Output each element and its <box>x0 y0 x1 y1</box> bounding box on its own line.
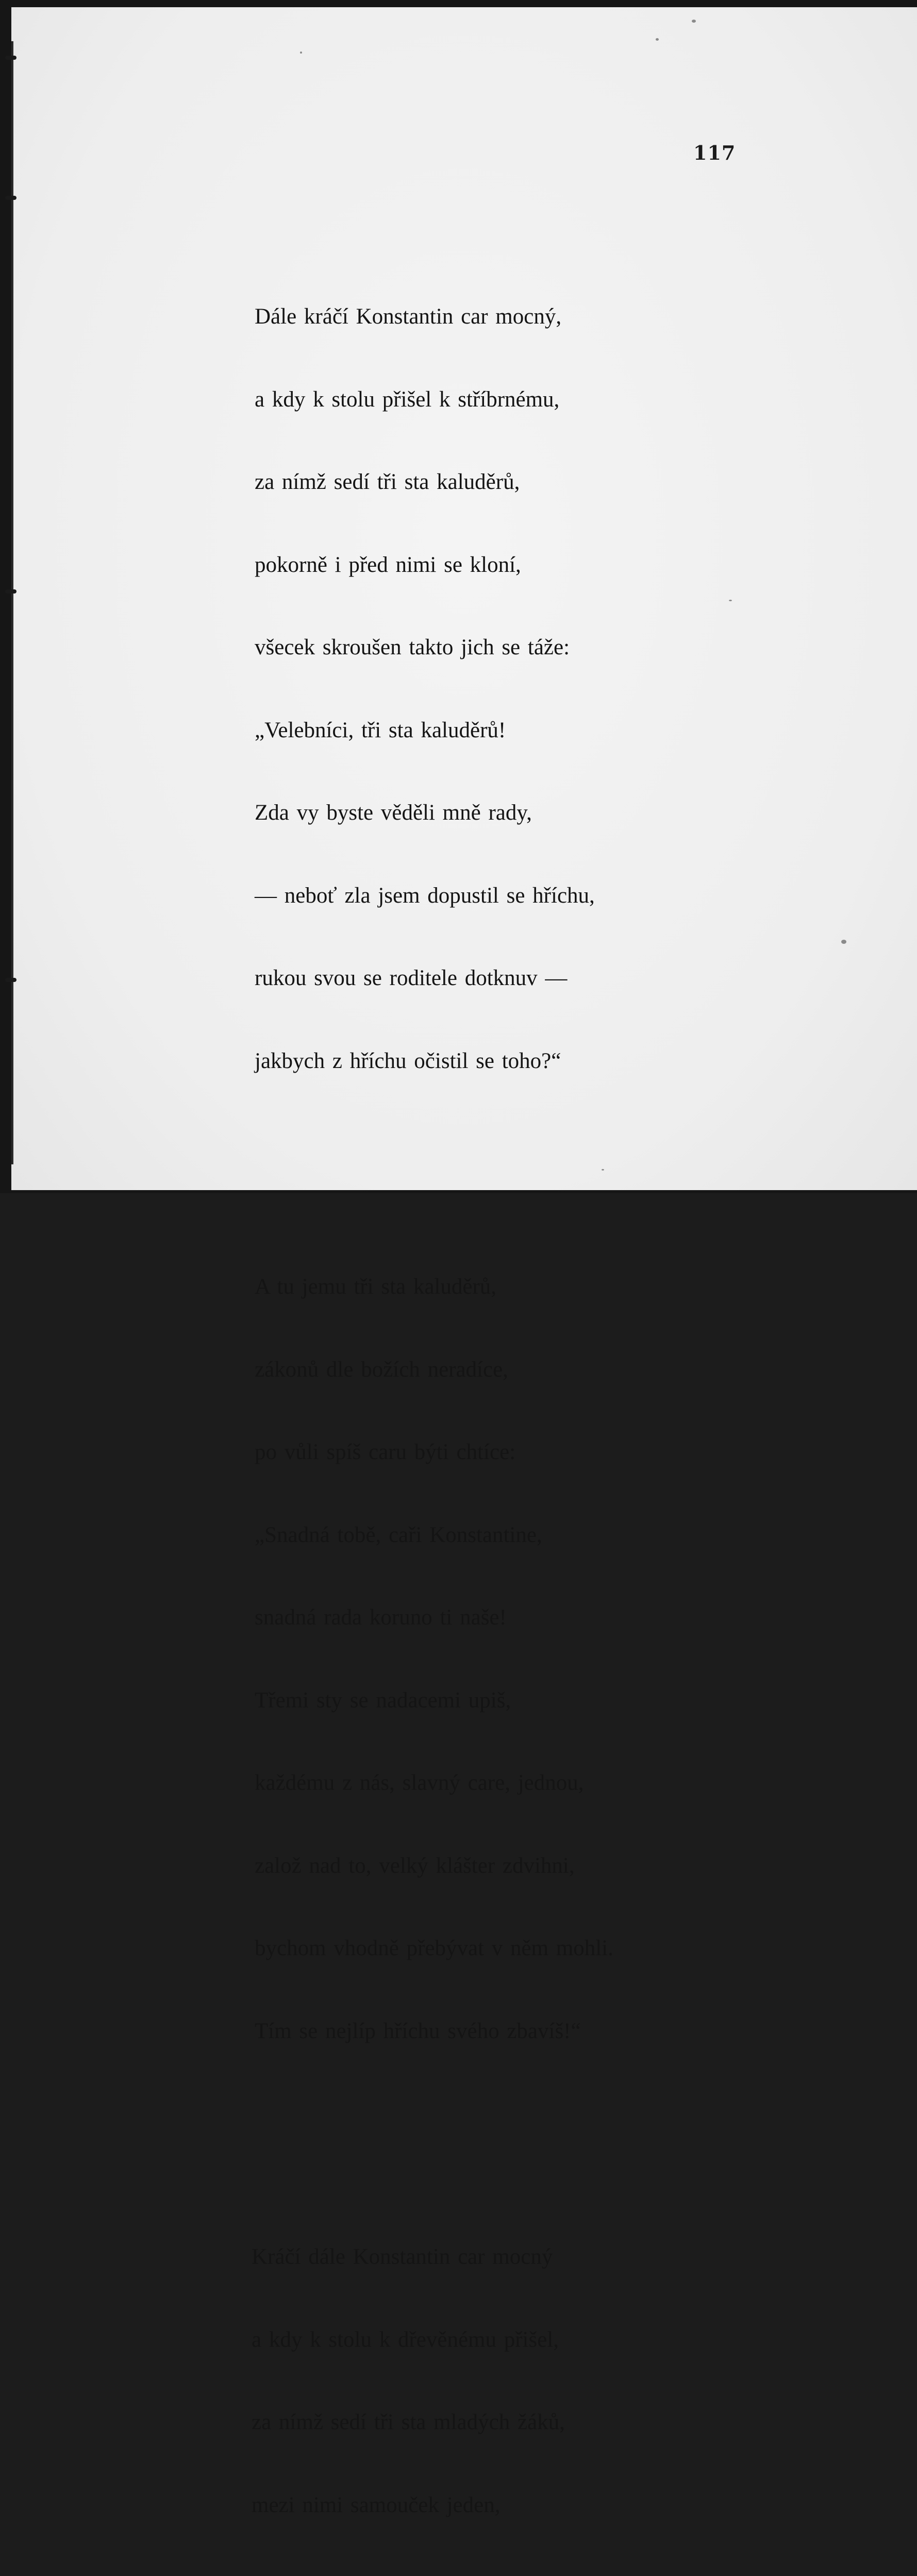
verse-line: jakbych z hříchu očistil se toho?“ <box>255 1048 561 1073</box>
verse-line: pokorně i před nimi se kloní, <box>255 552 521 577</box>
verse-line: každému z nás, slavný care, jednou, <box>255 1771 584 1795</box>
speck <box>300 52 302 54</box>
verse-line: snadná rada koruno ti naše! <box>255 1605 507 1630</box>
verse-line: zákonů dle božích neradíce, <box>255 1357 508 1382</box>
binding-notch <box>5 196 16 200</box>
verse-line: Dále kráčí Konstantin car mocný, <box>255 304 562 329</box>
speck <box>729 600 732 601</box>
stanza <box>255 1218 613 2100</box>
verse-line: bychom vhodně přebývat v něm mohli. <box>255 1936 613 1960</box>
verse-line <box>252 2574 613 2576</box>
verse-line: mezi nimi samouček jeden, <box>252 2493 501 2517</box>
verse-line: A tu jemu tři sta kaluděrů, <box>255 1275 497 1299</box>
verse-line: rukou svou se roditele dotknuv — <box>255 966 568 990</box>
binding-notch <box>5 56 16 60</box>
speck <box>841 940 846 944</box>
verse-line: a kdy k stolu k dřevěnému přišel, <box>252 2327 559 2352</box>
verse-line: všecek skroušen takto jich se táže: <box>255 635 570 659</box>
verse-line: Tím se nejlíp hříchu svého zbavíš!“ <box>255 2019 581 2043</box>
verse-line: po vůli spíš caru býti chtíce: <box>255 1440 516 1464</box>
verse-line: „Velebníci, tři sta kaluděrů! <box>255 718 506 742</box>
verse-line: „Snadná tobě, caři Konstantine, <box>255 1522 542 1547</box>
verse-line: Kráčí dále Konstantin car mocný <box>252 2245 553 2269</box>
stanza <box>255 248 613 1130</box>
verse-line: — neboť zla jsem dopustil se hříchu, <box>255 883 595 908</box>
stanza <box>252 2188 613 2576</box>
verse-line: za nímž sedí tři sta mladých žáků, <box>252 2410 565 2434</box>
verse-line: Třemi sty se nadacemi upiš, <box>255 1688 511 1713</box>
page-number: 117 <box>693 141 736 164</box>
binding-notch <box>5 589 16 594</box>
verse-line: Zda vy byste věděli mně rady, <box>255 801 532 825</box>
verse-line: založ nad to, velký klášter zdvihni, <box>255 1853 575 1878</box>
verse-line: a kdy k stolu přišel k stříbrnému, <box>255 387 560 412</box>
verse-line: za nímž sedí tři sta kaluděrů, <box>255 470 520 494</box>
binding-notch <box>5 978 16 982</box>
speck <box>656 38 659 41</box>
binding-edge <box>11 41 13 1164</box>
speck <box>692 20 696 23</box>
poem-text <box>252 193 613 2576</box>
